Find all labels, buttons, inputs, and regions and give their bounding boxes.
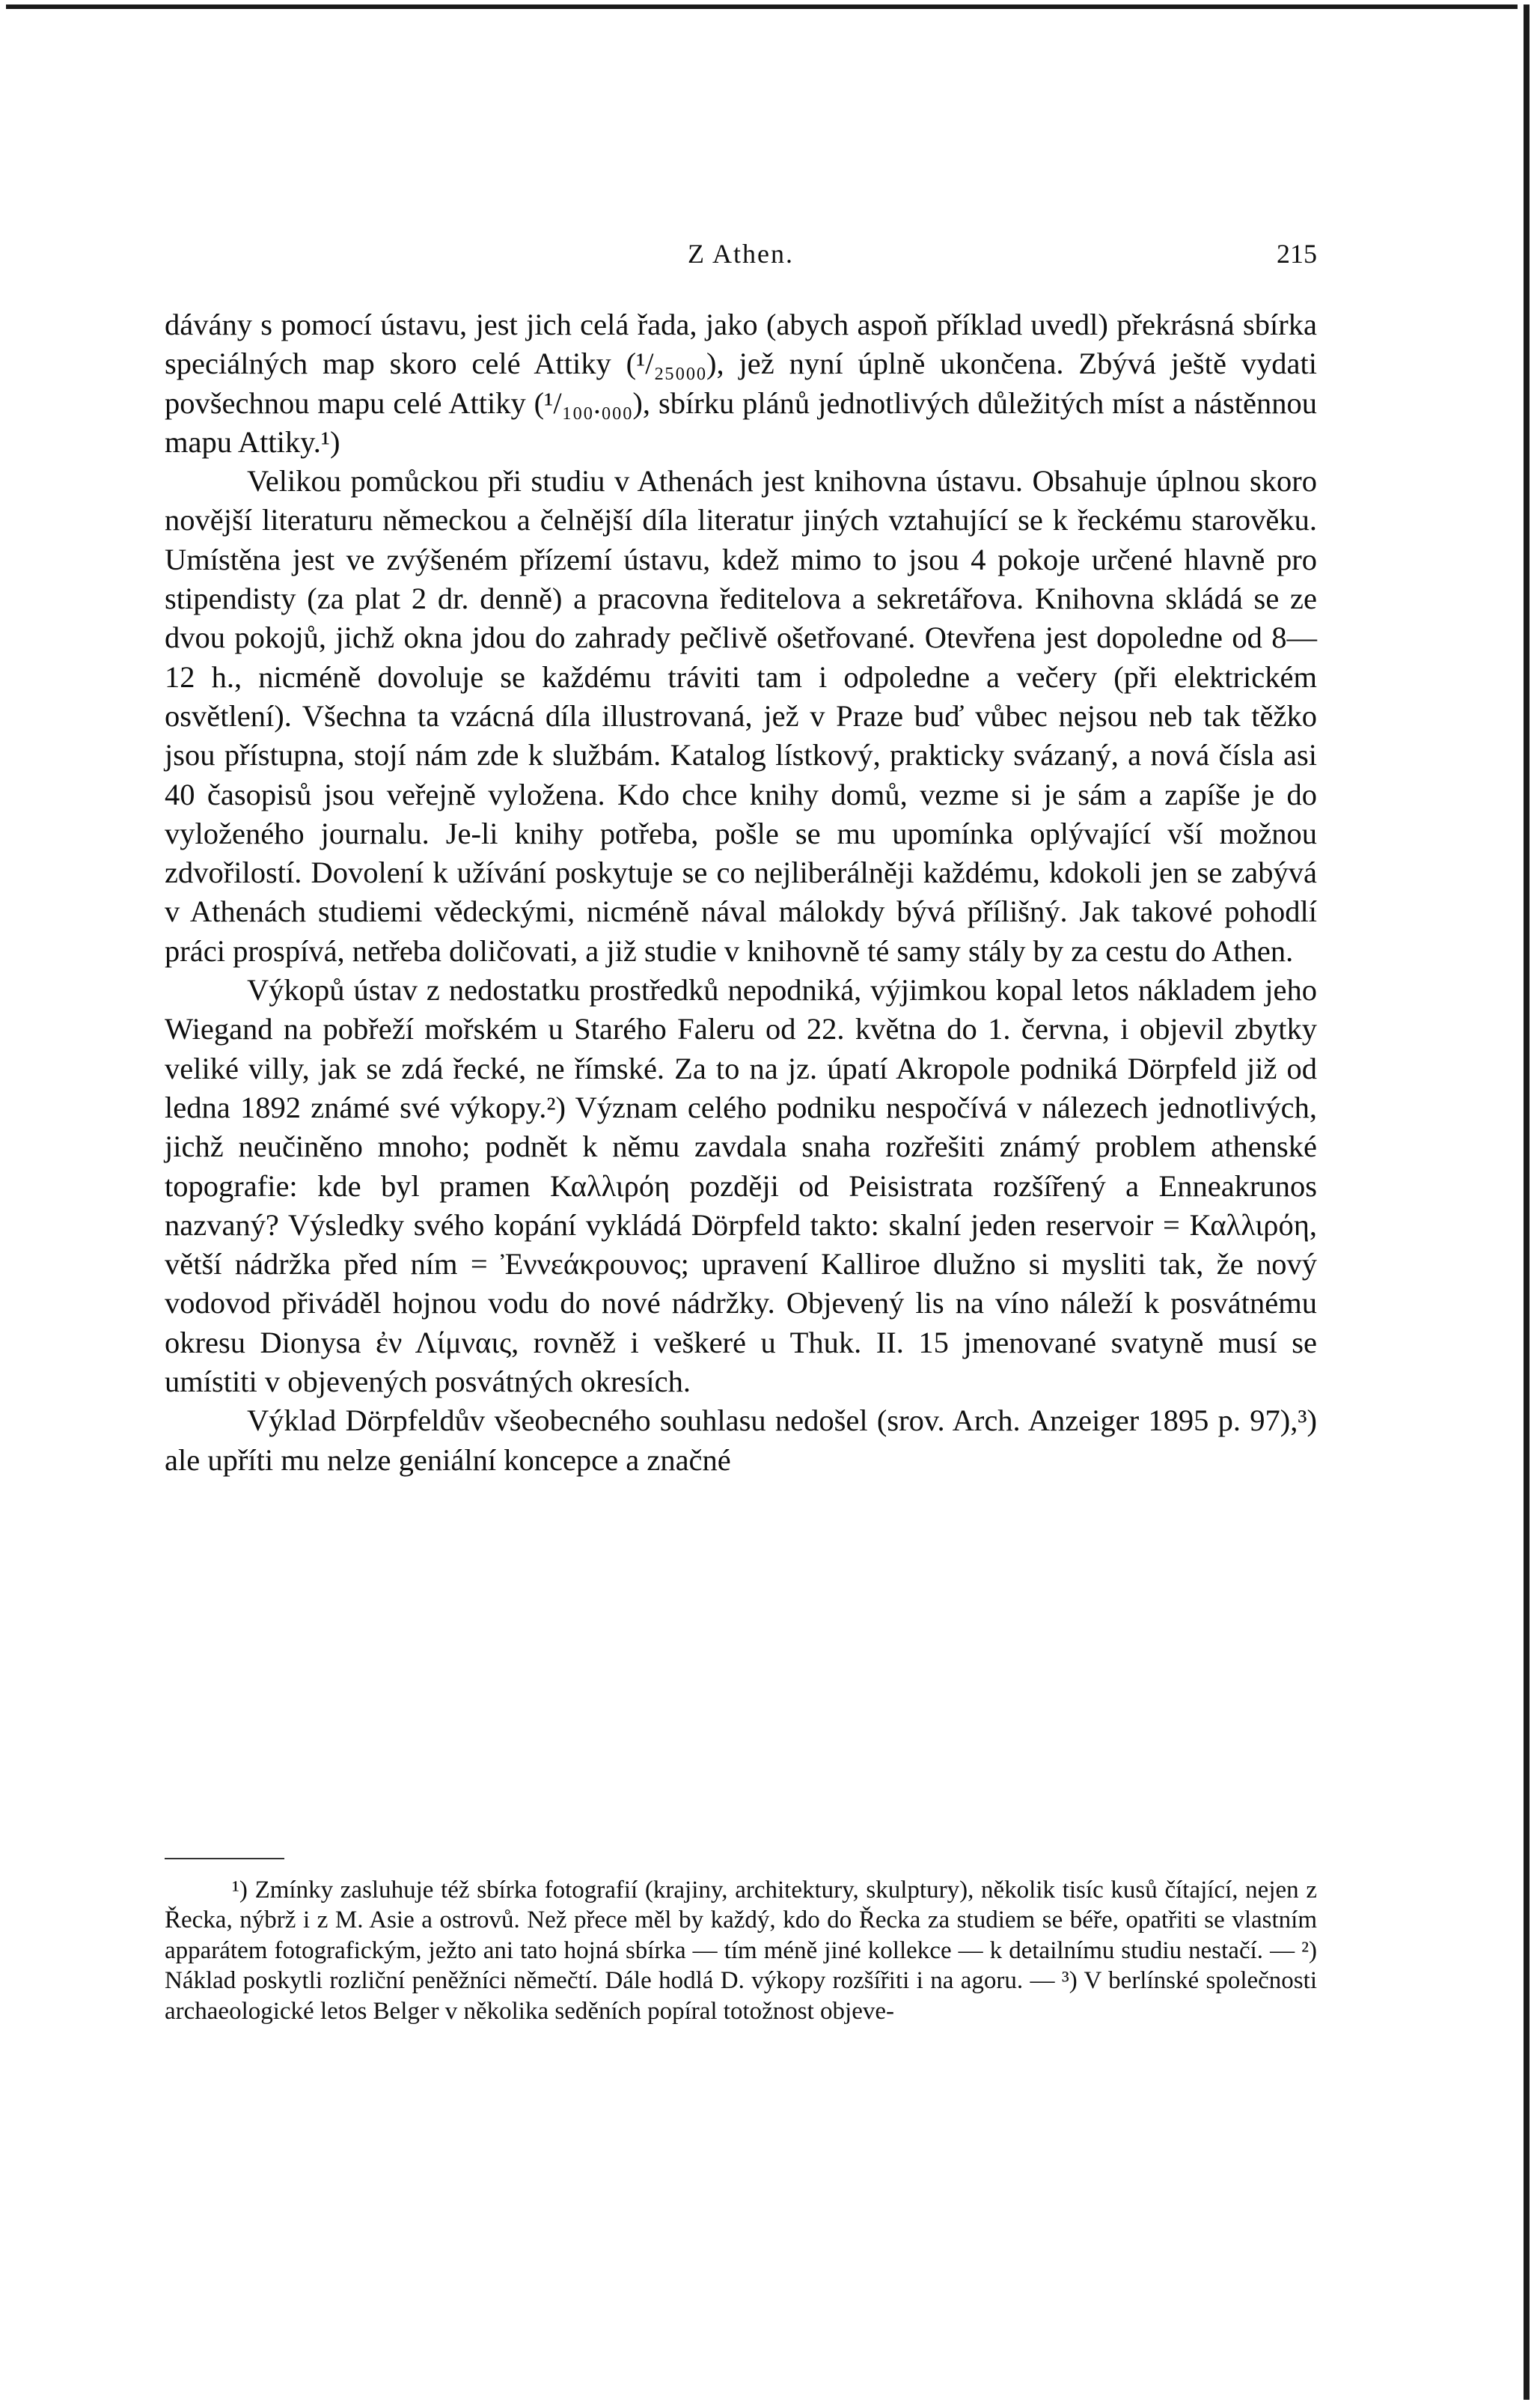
page-number: 215	[1277, 239, 1317, 269]
running-title: Z Athen.	[688, 239, 794, 269]
scan-edge-right	[1524, 4, 1530, 2400]
paragraph-4: Výklad Dörpfeldův všeobecného souhlasu nedošel (srov. Arch. Anzeiger 1895 p. 97),³) ale upříti mu nelze geniální koncepce a značné	[165, 1403, 1317, 1477]
footnote-separator	[165, 1858, 284, 1859]
paragraph-3: Výkopů ústav z nedostatku prostředků nepodniká, výjimkou kopal letos nákladem jeho Wiegand na pobřeží mořském u Starého Faleru od 22. května do 1. června, i objevil zbytky veliké villy, jak se zdá řecké, ne římské. Za to na jz. úpatí Akropole podniká Dörpfeld již od ledna 1892 známé své výkopy.²) Význam celého podniku nespočívá v nálezech jednotlivých, jichž neučiněno mnoho; podnět k němu zavdala snaha rozřešiti známý problem athenské topografie: kde byl pramen Καλλιρόη později od Peisistrata rozšířený a Enneakrunos nazvaný? Výsledky svého kopání vykládá Dörpfeld takto: skalní jeden reservoir = Καλλιρόη, větší nádržka před ním = Ἐννεάκρουνος; upravení Kalliroe dlužno si mysliti tak, že nový vodovod přiváděl hojnou vodu do nové nádržky. Objevený lis na víno náleží k posvátnému okresu Dionysa ἐν Λίμναις, rovněž i veškeré u Thuk. II. 15 jmenované svatyně musí se umístiti v objevených posvátných okresích.	[165, 973, 1317, 1399]
paragraph-2: Velikou pomůckou při studiu v Athenách jest knihovna ústavu. Obsahuje úplnou skoro novější literaturu německou a čelnější díla literatur jiných vztahující se k řeckému starověku. Umístěna jest ve zvýšeném přízemí ústavu, kdež mimo to jsou 4 pokoje určené hlavně pro stipendisty (za plat 2 dr. denně) a pracovna ředitelova a sekretářova. Knihovna skládá se ze dvou pokojů, jichž okna jdou do zahrady pečlivě ošetřované. Otevřena jest dopoledne od 8—12 h., nicméně dovoluje se každému tráviti tam i odpoledne a večery (při elektrickém osvětlení). Všechna ta vzácná díla illustrovaná, jež v Praze buď vůbec nejsou neb tak těžko jsou přístupna, stojí nám zde k službám. Katalog lístkový, prakticky svázaný, a nová čísla asi 40 časopisů jsou veřejně vyložena. Kdo chce knihy domů, vezme si je sám a zapíše je do vyloženého journalu. Je-li knihy potřeba, pošle se mu upomínka oplývající vší možnou zdvořilostí. Dovolení k užívání poskytuje se co nejliberálněji každému, kdokoli jen se zabývá v Athenách studiemi vědeckými, nicméně nával málokdy bývá přílišný. Jak takové pohodlí práci prospívá, netřeba doličovati, a již studie v knihovně té samy stály by za cestu do Athen.	[165, 464, 1317, 968]
footnotes	[165, 1875, 1317, 2026]
page-header	[165, 238, 1317, 275]
scan-edge-top	[6, 4, 1518, 9]
main-text	[165, 305, 1317, 1480]
footnote-text: ¹) Zmínky zasluhuje též sbírka fotografií (krajiny, architektury, skulptury), několik tisíc kusů čítající, nejen z Řecka, nýbrž i z M. Asie a ostrovů. Než přece měl by každý, kdo do Řecka za studiem se béře, opatřiti se vlastním apparátem fotografickým, ježto ani tato hojná sbírka — tím méně jiné kollekce — k detailnímu studiu nestačí. — ²) Náklad poskytli rozliční peněžníci němečtí. Dále hodlá D. výkopy rozšířiti i na agoru. — ³) V berlínské společnosti archaeologické letos Belger v několika seděních popíral totožnost objeve-	[165, 1877, 1317, 2025]
paragraph-1: dávány s pomocí ústavu, jest jich celá řada, jako (abych aspoň příklad uvedl) překrásná sbírka speciálných map skoro celé Attiky (¹/₂₅₀₀₀), jež nyní úplně ukončena. Zbývá ještě vydati povšechnou mapu celé Attiky (¹/₁₀₀.₀₀₀), sbírku plánů jednotlivých důležitých míst a nástěnnou mapu Attiky.¹)	[165, 308, 1317, 459]
